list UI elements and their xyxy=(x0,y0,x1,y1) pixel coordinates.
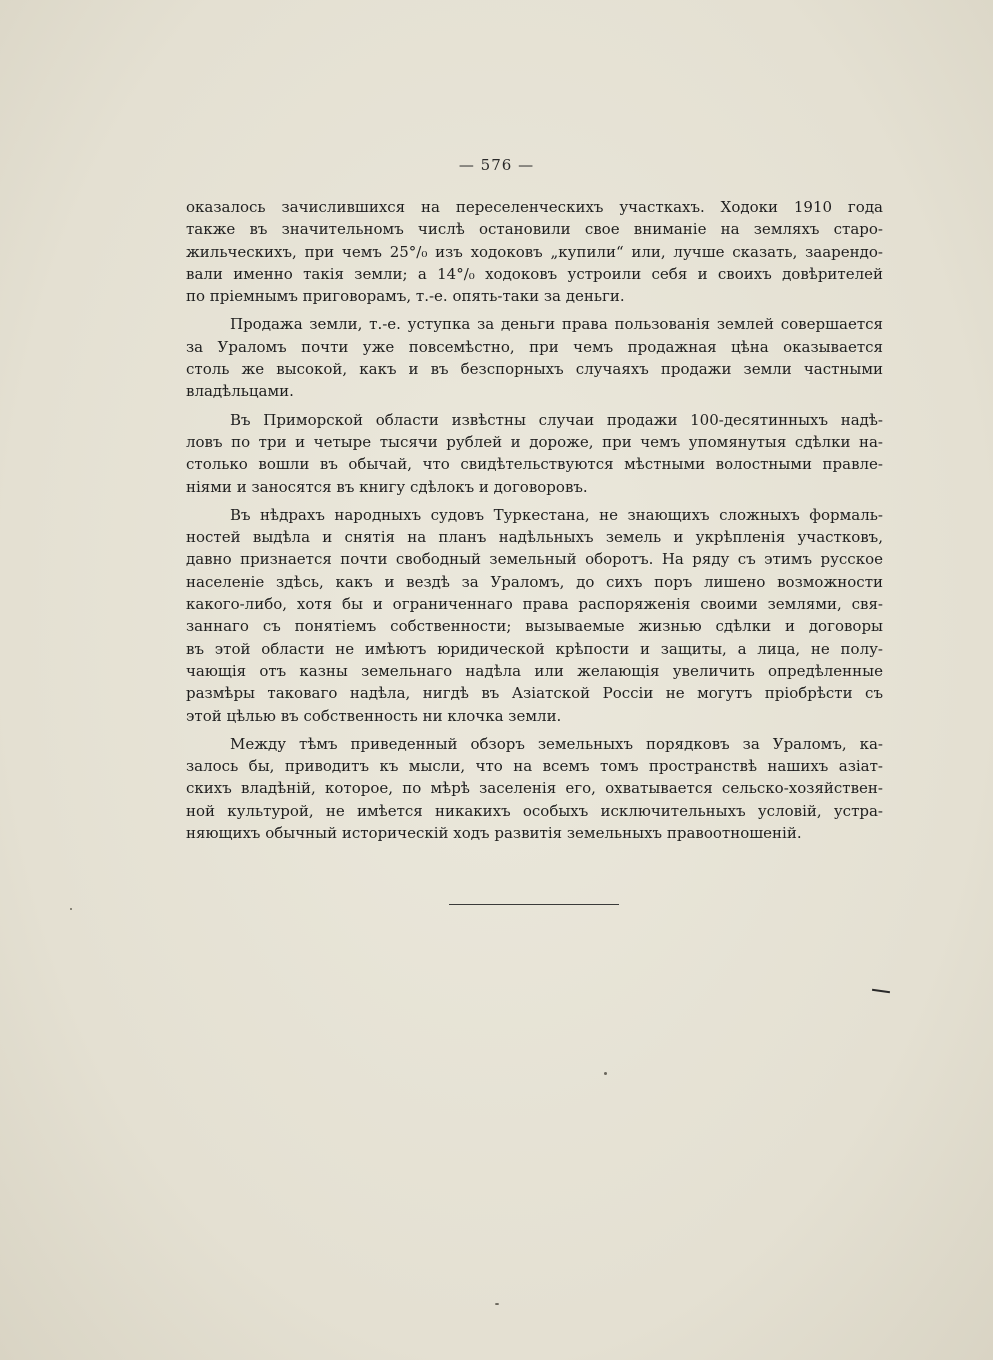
text-line: Продажа земли, т.-е. уступка за деньги права пользованія землей совершается xyxy=(230,315,883,334)
text-line: вали именно такія земли; а 14°/₀ ходоковъ устроили себя и своихъ довѣрителей xyxy=(186,264,883,283)
page-number: — 576 — xyxy=(458,156,535,174)
text-line: также въ значительномъ числѣ остановили свое вниманіе на земляхъ старо- xyxy=(186,220,883,239)
body-text xyxy=(186,196,883,850)
text-line: залось бы, приводитъ къ мысли, что на всемъ томъ пространствѣ нашихъ азіат- xyxy=(186,757,883,776)
text-line: размѣры таковаго надѣла, нигдѣ въ Азіатской Россіи не могутъ пріобрѣсти съ xyxy=(186,684,883,703)
text-line: ніями и заносятся въ книгу сдѣлокъ и договоровъ. xyxy=(186,477,588,496)
text-line: за Ураломъ почти уже повсемѣстно, при чемъ продажная цѣна оказывается xyxy=(186,337,883,356)
text-line: населеніе здѣсь, какъ и вездѣ за Ураломъ, до сихъ поръ лишено возможности xyxy=(186,572,883,591)
text-line: столь же высокой, какъ и въ безспорныхъ случаяхъ продажи земли частными xyxy=(186,360,883,379)
text-line: Въ нѣдрахъ народныхъ судовъ Туркестана, не знающихъ сложныхъ формаль- xyxy=(230,505,883,524)
paragraph-2 xyxy=(186,313,883,402)
text-line: ностей выдѣла и снятія на планъ надѣльныхъ земель и укрѣпленія участковъ, xyxy=(186,528,883,547)
text-line: няющихъ обычный историческій ходъ развитія земельныхъ правоотношеній. xyxy=(186,824,802,843)
section-end-rule xyxy=(449,904,619,905)
text-line: заннаго съ понятіемъ собственности; вызываемые жизнью сдѣлки и договоры xyxy=(186,617,883,636)
paper-speck xyxy=(70,908,72,910)
text-line: въ этой области не имѣютъ юридической крѣпости и защиты, а лица, не полу- xyxy=(186,639,883,658)
text-line: столько вошли въ обычай, что свидѣтельствуются мѣстными волостными правле- xyxy=(186,455,883,474)
text-line: скихъ владѣній, которое, по мѣрѣ заселенія его, охватывается сельско-хозяйствен- xyxy=(186,779,883,798)
ink-mark xyxy=(872,989,890,993)
paragraph-1 xyxy=(186,196,883,307)
text-line: ной культурой, не имѣется никакихъ особыхъ исключительныхъ условій, устра- xyxy=(186,801,883,820)
paper-speck xyxy=(604,1072,607,1075)
text-line: оказалось зачислившихся на переселенческихъ участкахъ. Ходоки 1910 года xyxy=(186,198,883,216)
text-line: Между тѣмъ приведенный обзоръ земельныхъ порядковъ за Ураломъ, ка- xyxy=(230,734,883,753)
paper-speck xyxy=(495,1303,499,1305)
paragraph-5 xyxy=(186,733,883,844)
text-line: чающія отъ казны земельнаго надѣла или желающія увеличить опредѣленные xyxy=(186,661,883,680)
text-line: жильческихъ, при чемъ 25°/₀ изъ ходоковъ „купили“ или, лучше сказать, заарендо- xyxy=(186,242,883,261)
text-line: этой цѣлью въ собственность ни клочка земли. xyxy=(186,706,562,725)
text-line: ловъ по три и четыре тысячи рублей и дороже, при чемъ упомянутыя сдѣлки на- xyxy=(186,432,883,451)
paragraph-4 xyxy=(186,504,883,727)
text-line: по пріемнымъ приговорамъ, т.-е. опять-таки за деньги. xyxy=(186,287,625,306)
text-line: Въ Приморской области извѣстны случаи продажи 100-десятинныхъ надѣ- xyxy=(230,410,883,429)
paragraph-3 xyxy=(186,409,883,498)
text-line: какого-либо, хотя бы и ограниченнаго права распоряженія своими землями, свя- xyxy=(186,595,883,614)
text-line: владѣльцами. xyxy=(186,382,294,401)
text-line: давно признается почти свободный земельный оборотъ. На ряду съ этимъ русское xyxy=(186,550,883,569)
